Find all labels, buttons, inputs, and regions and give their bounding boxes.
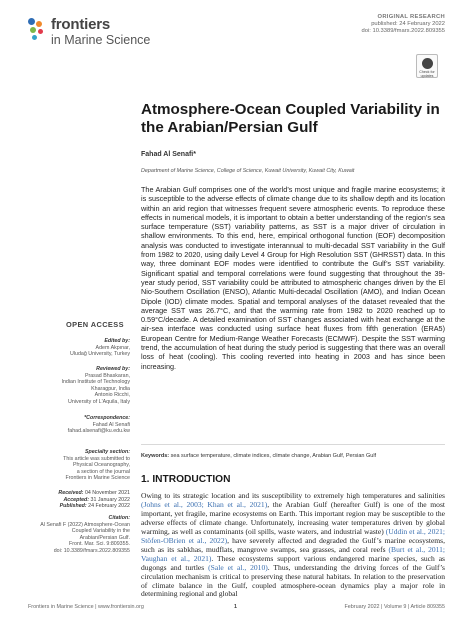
check-for-updates-button[interactable] [416,54,438,78]
logo-journal-name: in Marine Science [51,33,151,47]
keywords [141,453,445,459]
edited-by-block [40,338,130,358]
dates-block [40,490,130,510]
specialty-text: This article was submitted to Physical Oceanography, a section of the journal Frontiers in Marine Science [63,455,130,482]
updates-label: Check for updates [419,70,435,78]
correspondence-block [40,415,130,435]
author-affiliation: Department of Marine Science, College of Science, Kuwait University, Kuwait City, Kuwait [141,168,355,174]
open-access-label: OPEN ACCESS [66,320,124,329]
published-date: published: 24 February 2022 [371,21,445,28]
keywords-label: Keywords: [141,453,170,459]
received-date: Received: 04 November 2021 [58,490,130,496]
updates-icon [422,58,433,69]
author-name[interactable]: Fahad Al Senafi* [141,151,196,158]
citation-heading: Citation: [108,515,130,521]
keywords-list: sea surface temperature, climate indices, climate change, Arabian Gulf, Persian Gulf [170,453,377,459]
citation-text: Al Senafi F (2022) Atmosphere-Ocean Coupled Variability in the Arabian/Persian Gulf. Front. Mar. Sci. 9:809355. doi: 10.3389/fmars.2022.809355 [40,521,130,554]
logo-wordmark: frontiers [51,16,111,33]
specialty-block [40,449,130,482]
published-date-side: Published: 24 February 2022 [59,503,130,510]
specialty-heading: Specialty section: [84,449,130,455]
citation-link[interactable]: (Burt et al., 2011; Vaughan et al., 2021) [141,544,445,563]
divider [141,444,445,445]
section-heading: 1. INTRODUCTION [141,474,231,485]
citation-link[interactable]: (Johns et al., 2003; Khan et al., 2021) [141,499,268,509]
correspondence-heading: *Correspondence: [84,415,130,421]
edited-by-heading: Edited by: [104,338,130,344]
page-number: 1 [234,604,237,610]
frontiers-logo-icon [28,18,48,44]
citation-block [40,515,130,555]
article-type: ORIGINAL RESEARCH [377,14,445,20]
article-title: Atmosphere-Ocean Coupled Variability in the Arabian/Persian Gulf [141,101,440,136]
accepted-date: Accepted: 31 January 2022 [63,496,130,503]
doi-link[interactable]: doi: 10.3389/fmars.2022.809355 [361,28,445,35]
reviewed-by-block [40,366,130,406]
abstract: The Arabian Gulf comprises one of the world’s most unique and fragile marine ecosystems; it is susceptible to the adverse effects of climate change due to its shallow depth and its location within an arid region that witnesses frequent severe atmospheric events. To reproduce these effects in numerical models, it is important to obtain a better understanding of the region’s sea surface temperature (SST) variability patterns, as SST is a major driver of circulation in shallow environments. To this end, here, empirical orthogonal function (EOF) decomposition analysis was conducted to investigate interannual to multi-decadal SST variability in the Gulf from 1982 to 2020, using daily Level 4 Group for High Resolution SST (GHRSST) data. In this way, three dominant EOF modes were identified to contribute the Gulf’s SST variability. Significant spatial and temporal correlations were found suggesting that throughout the 39-year study period, SST variability could be attributed to atmospheric changes driven by the El Nio-Southern Oscillation (ENSO), Atlantic Multi-decadal Oscillation (AMO), and Indian Ocean Dipole (IOD) climate modes. Spatial and temporal analyses of the dataset revealed that the average SST was 26.7°C, and that the warming rate from 1982 to 2020 reached up to 0.59°C/decade. A detailed examination of SST changes associated with heat exchange at the air-sea interface was conducted using surface heat fluxes from fifth generation (ERA5) European Centre for Medium-Range Weather Forecasts (ECMWF). Despite the SST warming trend, the accumulation of heat during the study period is suggesting that there was an overall loss of heat (cooling). This cooling reverted into heating in 2003 and has since been increasing. [141,185,445,371]
publication-info [362,14,445,36]
editor-name[interactable]: Adem Akpınar, Uludağ University, Turkey [70,344,130,358]
reviewer-names[interactable]: Prasad Bhaskaran, Indian Institute of Technology Kharagpur, India Antonio Ricchi, University of L'Aquila, Italy [61,372,130,405]
reviewed-by-heading: Reviewed by: [96,366,130,372]
citation-link[interactable]: (Sale et al., 2010) [208,562,268,572]
introduction-text: Owing to its strategic location and its susceptibility to extremely high temperatures and salinities (Johns et al., 2003; Khan et al., 2021), the Arabian Gulf (hereafter Gulf) is one of the most important, yet fragile, marine ecosystems on Earth. This important region may be susceptible to the adverse effects of climate change. Unfortunately, increasing water temperatures driven by global warming, as well as contaminants (oil spills, waste waters, and industrial waste) (Uddin et al., 2021; Stöfen-OBrien et al., 2022), have severely affected and degraded the Gulf’s marine ecosystems, such as its sabkhas, mudflats, mangrove swamps, sea grasses, and coral reefs (Burt et al., 2011; Vaughan et al., 2021). These ecosystems support various endangered marine species, such as dugongs and turtles (Sale et al., 2010). Thus, understanding the driving forces of the Gulf’s circulation mechanism is critical to preserving these natural habitats. In relation to the preservation of climate balance in the Gulf, coupled atmosphere-ocean dynamics play a major role in determining regional and global [141,491,445,599]
journal-logo[interactable] [28,16,158,50]
footer-volume: February 2022 | Volume 9 | Article 809355 [344,604,445,610]
citation-link[interactable]: (Uddin et al., 2021; Stöfen-OBrien et al., 2022) [141,526,445,545]
correspondence-contact[interactable]: Fahad Al Senafi fahad.alsenafi@ku.edu.kw [67,421,130,435]
footer-journal[interactable]: Frontiers in Marine Science | www.frontiersin.org [28,604,144,610]
